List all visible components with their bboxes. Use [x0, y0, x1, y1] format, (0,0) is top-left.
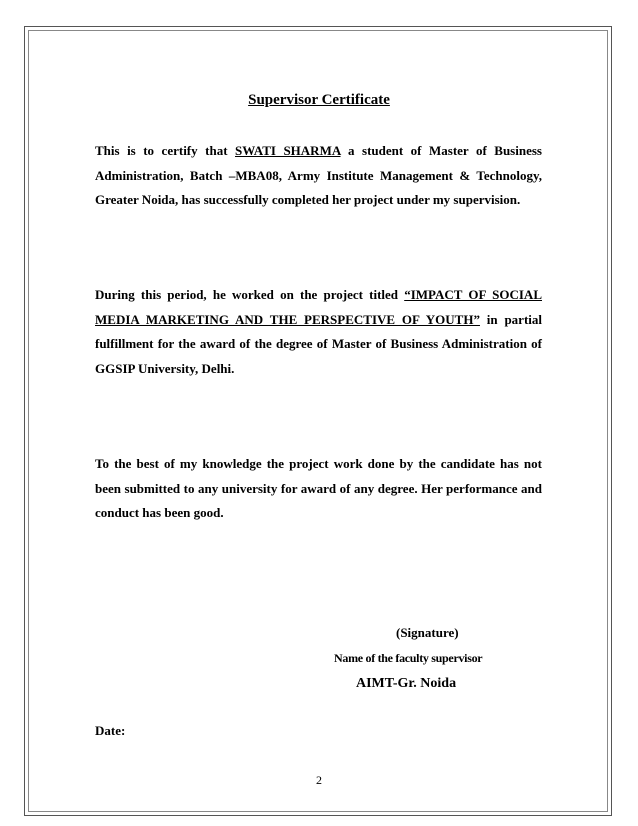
para1-body: a student of Master of Business Administration, Batch –MBA08, Army Institute Management & Technology, Greater Noida, has successfully completed her project under my supervision. [95, 143, 542, 208]
para2-intro: During this period, he worked on the project titled [95, 287, 405, 302]
page-number: 2 [316, 773, 322, 787]
date-label: Date: [95, 723, 126, 738]
project-title: “IMPACT OF SOCIAL MEDIA MARKETING AND THE PERSPECTIVE OF YOUTH” [95, 287, 542, 327]
knowledge-paragraph: To the best of my knowledge the project work done by the candidate has not been submitted to any university for award of any degree. Her performance and conduct has been good. [95, 456, 542, 521]
project-paragraph [95, 283, 542, 382]
institute-name: AIMT-Gr. Noida [356, 676, 457, 691]
student-name: SWATI SHARMA [235, 143, 341, 158]
supervisor-name-label: Name of the faculty supervisor [334, 651, 483, 665]
signature-label: (Signature) [396, 625, 459, 640]
certificate-title: Supervisor Certificate [248, 92, 390, 108]
para1-intro: This is to certify that [95, 143, 236, 158]
para2-body: in partial fulfillment for the award of the degree of Master of Business Administration of GGSIP University, Delhi. [95, 311, 542, 377]
certification-paragraph [95, 139, 542, 213]
